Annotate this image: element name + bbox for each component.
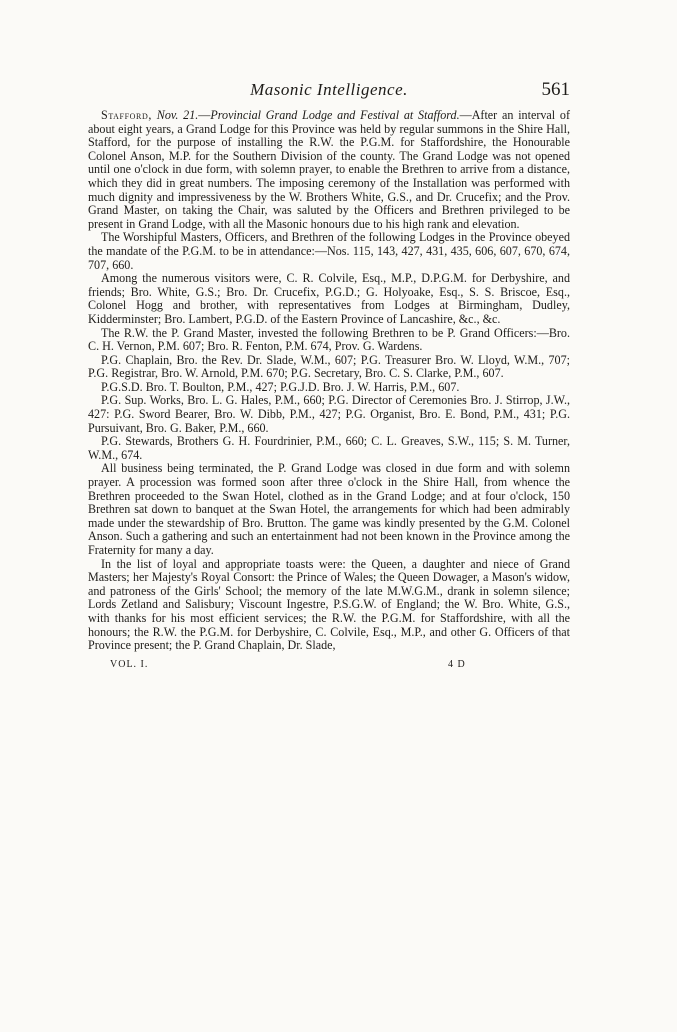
paragraph-text: —After an interval of about eight years, a Grand Lodge for this Province was held by regular summons in the Shire Hall, Stafford, for the purpose of installing the R.W. the P.G.M. for Staffordshire, the Honourable Colonel Anson, M.P. for the Southern Division of the county. The Grand Lodge was not opened until one o'clock in due form, with solemn prayer, to enable the Brethren to arrive from a distance, which they did in great numbers. The imposing ceremony of the Installation was performed with much dignity and impressiveness by the W. Brothers White, G.S., and Dr. Crucefix; and the Prov. Grand Master, on taking the Chair, was saluted by the Officers and Brethren privileged to be present in Grand Lodge, with all the Masonic honours due to his high rank and elevation. — [88, 108, 571, 231]
dateline-place: Stafford, — [101, 108, 152, 122]
signature-mark: 4 D — [448, 658, 466, 670]
dateline-dash: — — [198, 108, 211, 122]
article-title: Provincial Grand Lodge and Festival at Stafford. — [210, 108, 460, 122]
article-paragraph-9: All business being terminated, the P. Grand Lodge was closed in due form and with solemn prayer. A procession was formed soon after three o'clock in the Shire Hall, from whence the Brethren proceeded to the Swan Hotel, clothed as in the Grand Lodge; and at four o'clock, 150 Brethren sat down to banquet at the Swan Hotel, the arrangements for which had been admirably made under the stewardship of Bro. Brutton. The game was kindly presented by the G.M. Colonel Anson. Such a gathering and such an entertainment had not been known in the Province among the Fraternity for many a day. — [88, 461, 570, 557]
article-paragraph-1 — [88, 109, 570, 231]
page-header — [88, 80, 570, 104]
article-paragraph-10: In the list of loyal and appropriate toasts were: the Queen, a daughter and niece of Grand Masters; her Majesty's Royal Consort: the Prince of Wales; the Queen Dowager, a Mason's widow, and patroness of the Girls' School; the memory of the late M.W.G.M., drank in solemn silence; Lords Zetland and Salisbury; Viscount Ingestre, P.S.G.W. of England; the W. Bro. White, G.S., with thanks for his most efficient services; the R.W. the P.G.M. for Staffordshire, with all the honours; the R.W. the P.G.M. for Derbyshire, C. Colvile, Esq., M.P., and other G. Officers of that Province present; the P. Grand Chaplain, Dr. Slade, — [88, 556, 570, 653]
article-paragraph-6: P.G.S.D. Bro. T. Boulton, P.M., 427; P.G.J.D. Bro. J. W. Harris, P.M., 607. — [101, 379, 460, 394]
article-body — [88, 109, 570, 653]
article-paragraph-8: P.G. Stewards, Brothers G. H. Fourdrinier, P.M., 660; C. L. Greaves, S.W., 115; S. M. Turner, W.M., 674. — [88, 434, 570, 462]
article-paragraph-4: The R.W. the P. Grand Master, invested the following Brethren to be P. Grand Officers:—Bro. C. H. Vernon, P.M. 607; Bro. R. Fenton, P.M. 674, Prov. G. Wardens. — [88, 325, 570, 354]
article-paragraph-5: P.G. Chaplain, Bro. the Rev. Dr. Slade, W.M., 607; P.G. Treasurer Bro. W. Lloyd, W.M., 707; P.G. Registrar, Bro. W. Arnold, P.M. 670; P.G. Secretary, Bro. C. S. Clarke, P.M., 607. — [88, 352, 570, 381]
volume-marker: VOL. I. — [110, 658, 149, 670]
dateline-date: Nov. 21. — [151, 108, 199, 122]
article-paragraph-7: P.G. Sup. Works, Bro. L. G. Hales, P.M., 660; P.G. Director of Ceremonies Bro. J. Stirrop, J.W., 427: P.G. Sword Bearer, Bro. W. Dibb, P.M., 427; P.G. Organist, Bro. E. Bond, P.M., 431; P.G. Pursuivant, Bro. G. Baker, P.M., 660. — [88, 393, 570, 435]
page-footer — [88, 659, 570, 673]
page — [88, 80, 570, 673]
article-paragraph-2: The Worshipful Masters, Officers, and Brethren of the following Lodges in the Province obeyed the mandate of the P.G.M. to be in attendance:—Nos. 115, 143, 427, 431, 435, 606, 607, 670, 674, 707, 660. — [88, 230, 570, 272]
article-paragraph-3: Among the numerous visitors were, C. R. Colvile, Esq., M.P., D.P.G.M. for Derbyshire, and friends; Bro. White, G.S.; Bro. Dr. Crucefix, P.G.D.; G. Holyoake, Esq., S. S. Briscoe, Esq., Colonel Hogg and brother, with representatives from Lodges at Birmingham, Dudley, Kidderminster; Bro. Lambert, P.G.D. of the Eastern Province of Lancashire, &c., &c. — [88, 271, 570, 326]
running-title: Masonic Intelligence. — [250, 80, 408, 99]
page-number: 561 — [541, 79, 570, 100]
